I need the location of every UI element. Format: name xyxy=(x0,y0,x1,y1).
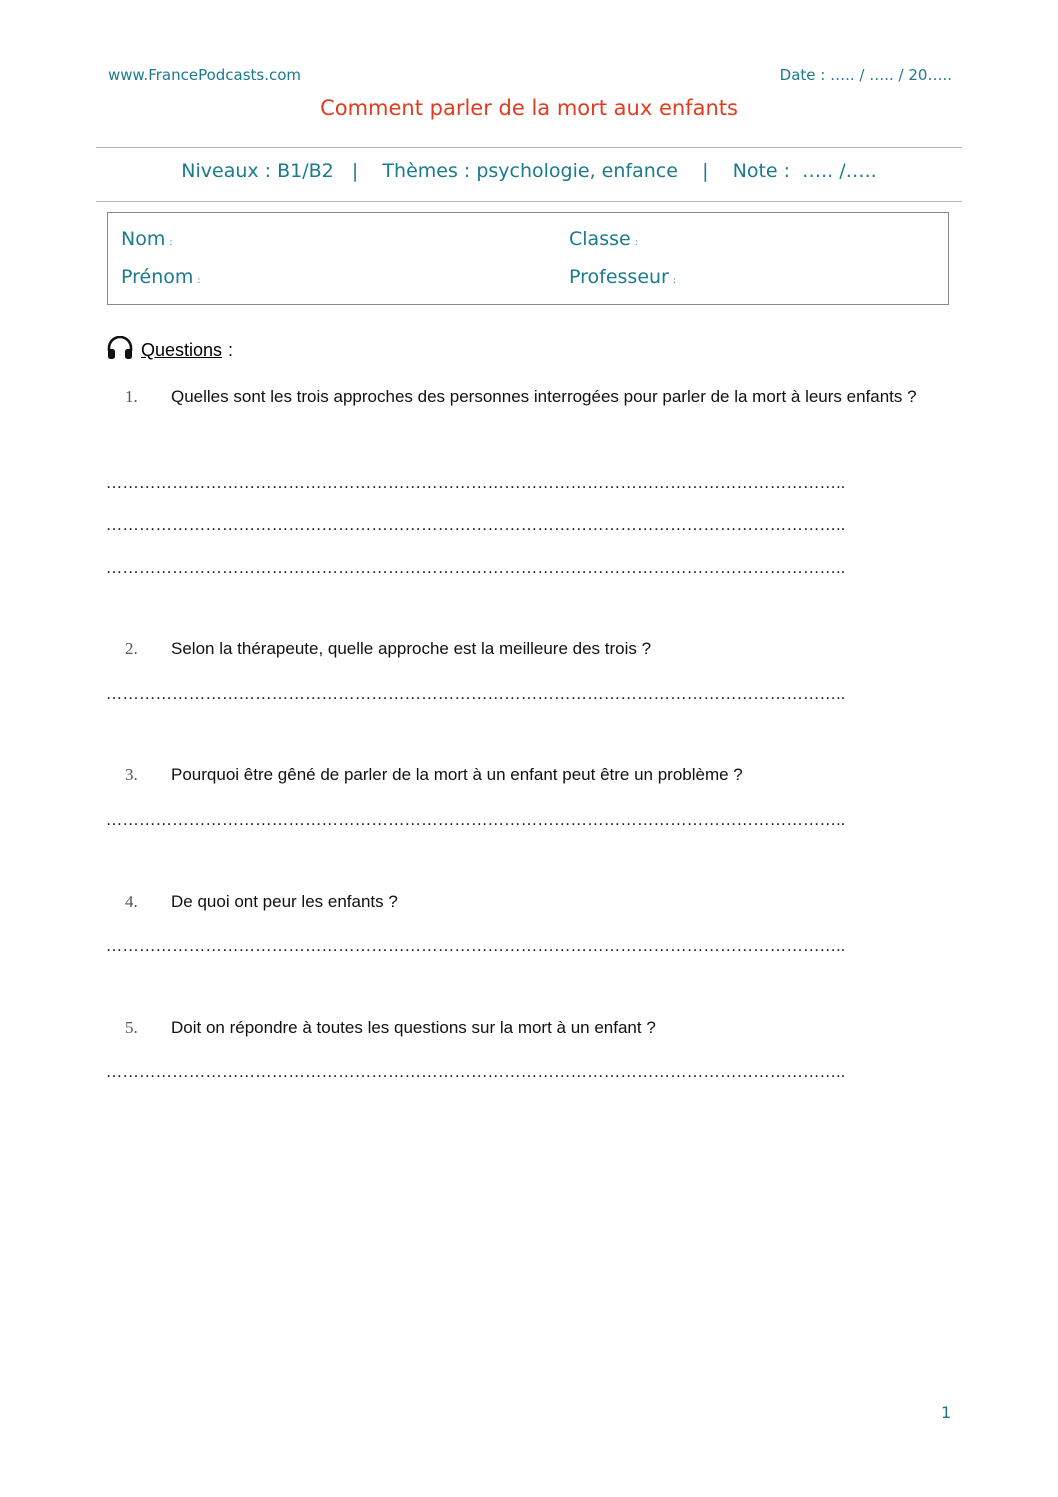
answer-line[interactable]: …………………………………………………………………………………………………………………….. xyxy=(106,1064,846,1081)
professeur-label: Professeur xyxy=(569,266,669,288)
professeur-field[interactable] xyxy=(569,266,676,288)
question-number: 3. xyxy=(125,765,138,784)
divider-top xyxy=(96,147,962,148)
question-text: Pourquoi être gêné de parler de la mort à un enfant peut être un problème ? xyxy=(171,765,743,784)
nom-field[interactable] xyxy=(121,228,172,250)
answer-line[interactable]: …………………………………………………………………………………………………………………….. xyxy=(106,686,846,703)
question-number: 4. xyxy=(125,892,138,911)
questions-heading xyxy=(106,336,233,365)
levels-themes-note: Niveaux : B1/B2 | Thèmes : psychologie, enfance | Note : ….. /….. xyxy=(181,160,877,182)
classe-field[interactable] xyxy=(569,228,638,250)
nom-colon: : xyxy=(169,238,173,248)
question-text: De quoi ont peur les enfants ? xyxy=(171,892,398,911)
professeur-colon: : xyxy=(672,276,676,286)
prenom-field[interactable] xyxy=(121,266,200,288)
divider-bottom xyxy=(96,201,962,202)
prenom-label: Prénom xyxy=(121,266,194,288)
page-title: Comment parler de la mort aux enfants xyxy=(320,96,738,120)
question-number: 1. xyxy=(125,387,138,406)
answer-line[interactable]: …………………………………………………………………………………………………………………….. xyxy=(106,517,846,534)
site-url[interactable]: www.FrancePodcasts.com xyxy=(108,66,302,84)
classe-label: Classe xyxy=(569,228,631,250)
question-number: 5. xyxy=(125,1018,138,1037)
question-number: 2. xyxy=(125,639,138,658)
question-text: Quelles sont les trois approches des personnes interrogées pour parler de la mort à leurs enfants ? xyxy=(171,387,917,406)
date-field: Date : ….. / ….. / 20….. xyxy=(779,66,952,84)
answer-line[interactable]: …………………………………………………………………………………………………………………….. xyxy=(106,475,846,492)
classe-colon: : xyxy=(634,238,638,248)
answer-line[interactable]: …………………………………………………………………………………………………………………….. xyxy=(106,812,846,829)
questions-heading-colon: : xyxy=(228,340,234,360)
question-text: Doit on répondre à toutes les questions sur la mort à un enfant ? xyxy=(171,1018,656,1037)
answer-line[interactable]: …………………………………………………………………………………………………………………….. xyxy=(106,938,846,955)
answer-line[interactable]: …………………………………………………………………………………………………………………….. xyxy=(106,560,846,577)
questions-heading-label: Questions xyxy=(141,340,223,360)
prenom-colon: : xyxy=(197,276,201,286)
question-text: Selon la thérapeute, quelle approche est la meilleure des trois ? xyxy=(171,639,652,658)
nom-label: Nom xyxy=(121,228,166,250)
page-number: 1 xyxy=(941,1403,952,1422)
student-identity-box xyxy=(107,212,949,305)
headphones-icon xyxy=(106,336,134,365)
